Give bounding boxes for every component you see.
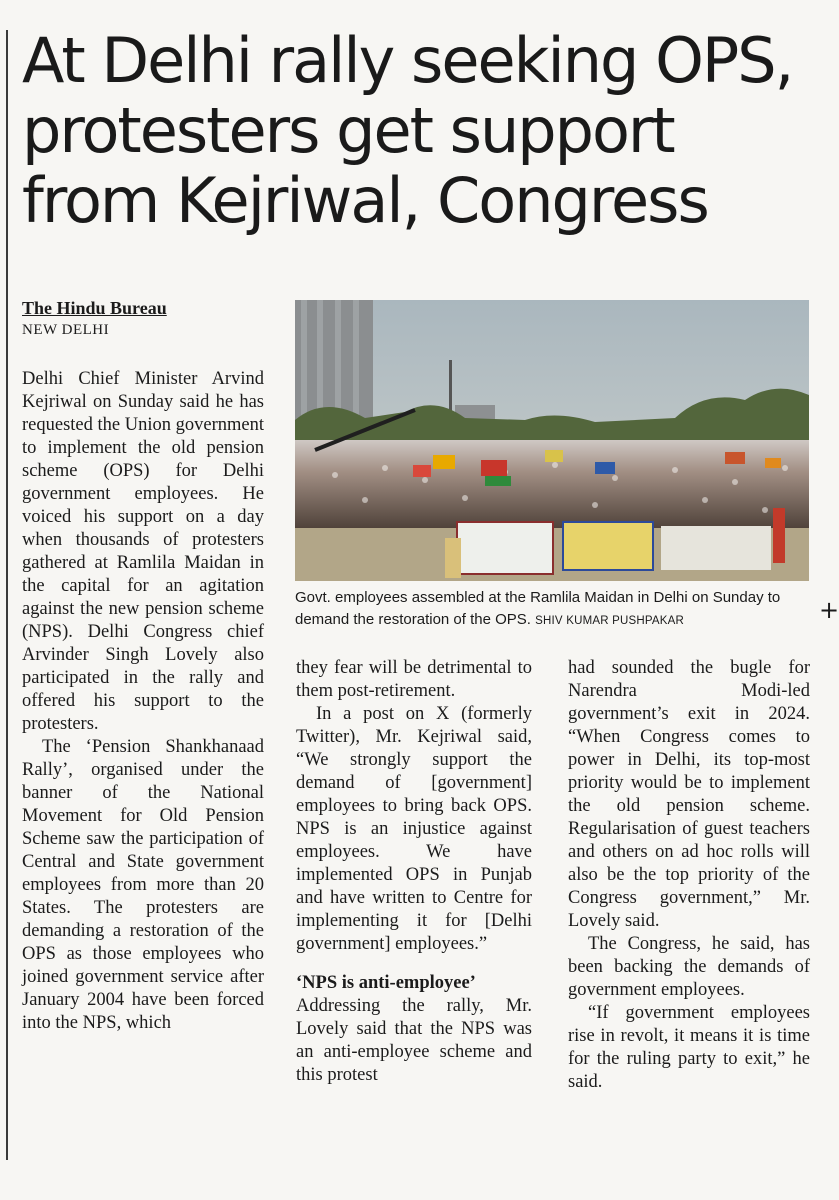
rally-photo-illustration (295, 300, 809, 581)
crop-mark-icon: + (819, 596, 839, 624)
headline: At Delhi rally seeking OPS, protesters get support from Kejriwal, Congress (22, 24, 793, 237)
article-column-1 (22, 368, 264, 1035)
dateline: NEW DELHI (22, 322, 110, 338)
column-rule (6, 30, 8, 1160)
caption-text: Govt. employees assembled at the Ramlila Maidan in Delhi on Sunday to demand the restoration of the OPS. (295, 589, 781, 628)
paragraph: The ‘Pension Shankhanaad Rally’, organised under the banner of the National Movement for Old Pension Scheme saw the participation of Central and State government employees from more than 20 States. The protesters are demanding a restoration of the OPS as those employees who joined government service after January 2004 have been forced into the NPS, which (22, 737, 264, 1033)
paragraph: Delhi Chief Minister Arvind Kejriwal on Sunday said he has requested the Union government to implement the old pension scheme (OPS) for Delhi government employees. He voiced his support on a day when thousands of protesters gathered at Ramlila Maidan in the capital for an agitation against the new pension scheme (NPS). Delhi Congress chief Arvinder Singh Lovely also participated in the rally and offered his support to the protesters. (22, 369, 264, 734)
byline: The Hindu Bureau (22, 298, 167, 318)
article-column-2 (296, 657, 532, 1087)
paragraph: The Congress, he said, has been backing the demands of government employees. (568, 934, 810, 1000)
subhead: ‘NPS is anti-employee’ (296, 973, 476, 993)
photo-caption (295, 587, 813, 632)
paragraph: had sounded the bugle for Narendra Modi-led government’s exit in 2024. “When Congress comes to power in Delhi, its top-most priority would be to implement the old pension scheme. Regularisation of guest teachers and others on ad hoc rolls will also be the top priority of the Congress government,” Mr. Lovely said. (568, 658, 810, 931)
paragraph: In a post on X (formerly Twitter), Mr. Kejriwal said, “We strongly support the demand of [government] employees to bring back OPS. NPS is an injustice against employees. We have implemented OPS in Punjab and have written to Centre for implementing it for [Delhi government] employees.” (296, 704, 532, 954)
rally-photo (295, 300, 809, 581)
paragraph: Addressing the rally, Mr. Lovely said that the NPS was an anti-employee scheme and this protest (296, 996, 532, 1085)
paragraph: they fear will be detrimental to them post-retirement. (296, 658, 532, 701)
paragraph: “If government employees rise in revolt, it means it is time for the ruling party to exit,” he said. (568, 1003, 810, 1092)
photo-credit: SHIV KUMAR PUSHPAKAR (535, 615, 685, 627)
article-column-3 (568, 657, 810, 1094)
